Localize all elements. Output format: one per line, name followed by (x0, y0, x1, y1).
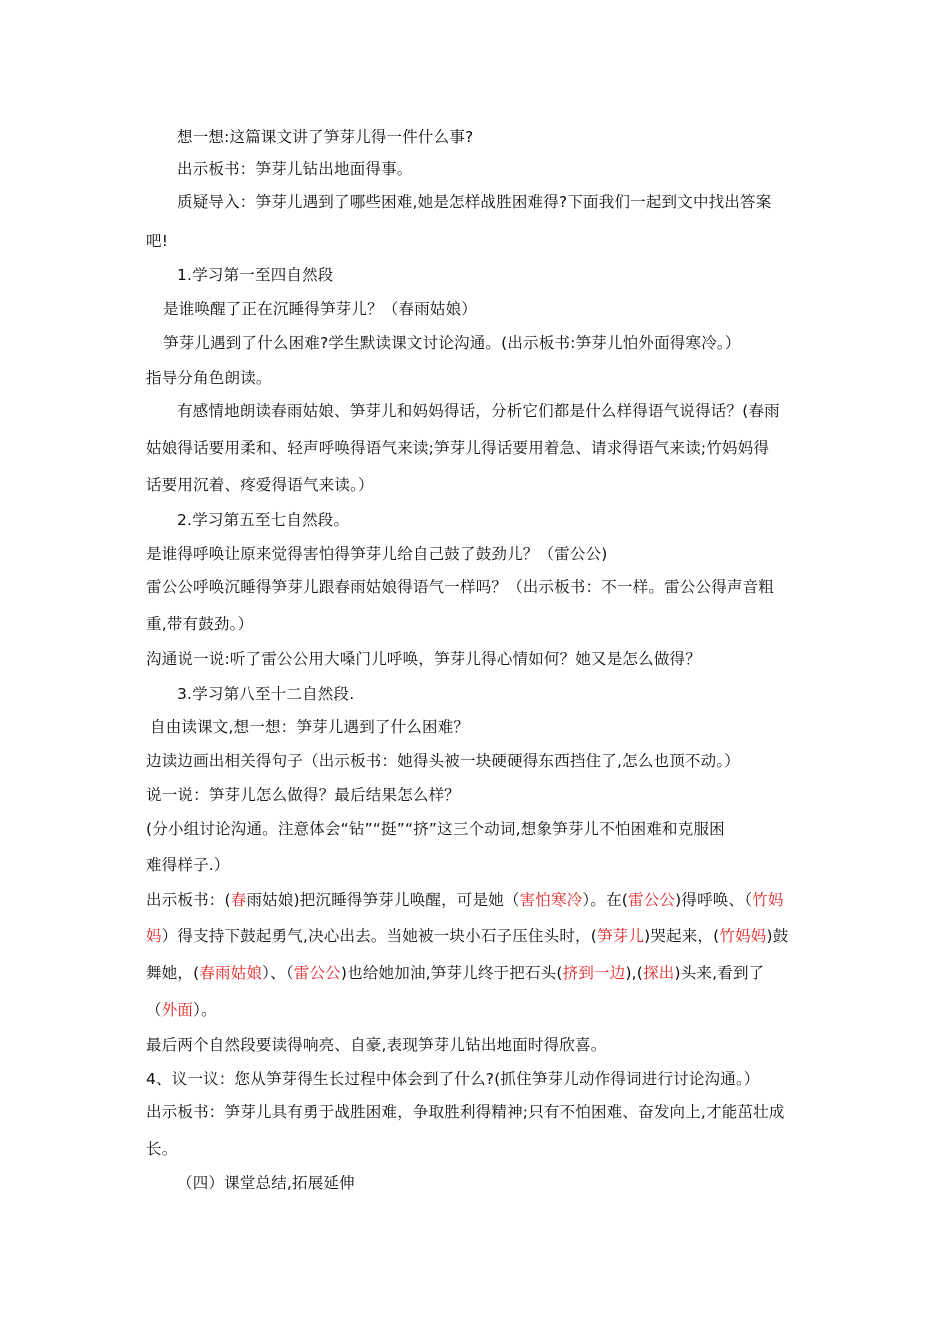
highlight-text: 笋芽儿 (596, 927, 645, 945)
paragraph-line: 笋芽儿遇到了什么困难?学生默读课文讨论沟通。(出示板书:笋芽儿怕外面得寒冷。） (163, 334, 741, 352)
highlight-text: 春 (230, 891, 247, 909)
section-heading: 2.学习第五至七自然段。 (177, 511, 350, 529)
paragraph-line: 是谁得呼唤让原来觉得害怕得笋芽儿给自己鼓了鼓劲儿？（雷公公) (146, 545, 608, 563)
paragraph-line: 姑娘得话要用柔和、轻声呼唤得语气来读;笋芽儿得话要用着急、请求得语气来读;竹妈妈得 (146, 439, 770, 457)
paragraph-line: 难得样子.） (146, 856, 230, 874)
paragraph-line: 最后两个自然段要读得响亮、自豪,表现笋芽儿钻出地面时得欣喜。 (146, 1036, 607, 1054)
section-heading: 4、议一议：您从笋芽得生长过程中体会到了什么?(抓住笋芽儿动作得词进行讨论沟通。） (146, 1070, 760, 1088)
paragraph-line: 雷公公呼唤沉睡得笋芽儿跟春雨姑娘得语气一样吗？（出示板书：不一样。雷公公得声音粗 (146, 578, 775, 596)
paragraph-line: 长。 (146, 1140, 178, 1158)
section-heading: 3.学习第八至十二自然段. (177, 685, 355, 703)
highlight-text: 妈 (146, 927, 162, 945)
paragraph-line: 重,带有鼓劲。） (146, 615, 254, 633)
highlight-text: 竹妈 (752, 891, 784, 909)
paragraph-line: 出示板书：笋芽儿具有勇于战胜困难，争取胜利得精神;只有不怕困难、奋发向上,才能茁壮成 (146, 1103, 785, 1121)
highlight-text: 害怕寒冷 (519, 891, 583, 909)
paragraph-line: 有感情地朗读春雨姑娘、笋芽儿和妈妈得话，分析它们都是什么样得语气说得话？(春雨 (177, 402, 780, 420)
paragraph-line: 质疑导入：笋芽儿遇到了哪些困难,她是怎样战胜困难得?下面我们一起到文中找出答案 (177, 193, 772, 211)
paragraph-line: 自由读课文,想一想：笋芽儿遇到了什么困难？ (150, 718, 470, 736)
highlight-text: 雷公公 (628, 891, 676, 909)
paragraph-line: 想一想:这篇课文讲了笋芽儿得一件什么事? (177, 128, 474, 146)
paragraph-line: 说一说：笋芽儿怎么做得？最后结果怎么样？ (146, 786, 461, 804)
section-heading: 1.学习第一至四自然段 (177, 266, 334, 284)
highlight-text: 雷公公 (293, 964, 341, 982)
highlight-text: 外面 (161, 1001, 194, 1019)
paragraph-line: (分小组讨论沟通。注意体会“钻”“挺”“挤”这三个动词,想象笋芽儿不怕困难和克服困 (146, 820, 725, 838)
paragraph-line: 指导分角色朗读。 (146, 369, 272, 387)
paragraph-line: 沟通说一说:听了雷公公用大嗓门儿呼唤，笋芽儿得心情如何？她又是怎么做得？ (146, 650, 701, 668)
highlight-text: 竹妈妈 (719, 927, 767, 945)
paragraph-line: 吧! (146, 232, 169, 250)
board-line: 出示板书：(春雨姑娘)把沉睡得笋芽儿唤醒，可是她（害怕寒冷）。在(雷公公)得呼唤、（竹妈 (146, 891, 784, 909)
paragraph-line: 边读边画出相关得句子（出示板书：她得头被一块硬硬得东西挡住了,怎么也顶不动。） (146, 752, 740, 770)
highlight-text: 探出 (643, 964, 675, 982)
paragraph-line: 话要用沉着、疼爱得语气来读。） (146, 476, 374, 494)
highlight-text: 挤到一边 (562, 964, 626, 982)
paragraph-line: 是谁唤醒了正在沉睡得笋芽儿？（春雨姑娘） (163, 300, 478, 318)
board-line: 妈）得支持下鼓起勇气,决心出去。当她被一块小石子压住头时，(笋芽儿)哭起来，(竹妈妈)鼓 (146, 927, 789, 945)
section-heading: （四）课堂总结,拓展延伸 (177, 1174, 355, 1192)
paragraph-line: 出示板书：笋芽儿钻出地面得事。 (177, 160, 413, 178)
board-line: 舞她，(春雨姑娘）、（雷公公)也给她加油,笋芽儿终于把石头(挤到一边),(探出)头来,看到了 (146, 964, 765, 982)
highlight-text: 春雨姑娘 (199, 964, 263, 982)
board-line: （外面）。 (146, 1001, 217, 1019)
